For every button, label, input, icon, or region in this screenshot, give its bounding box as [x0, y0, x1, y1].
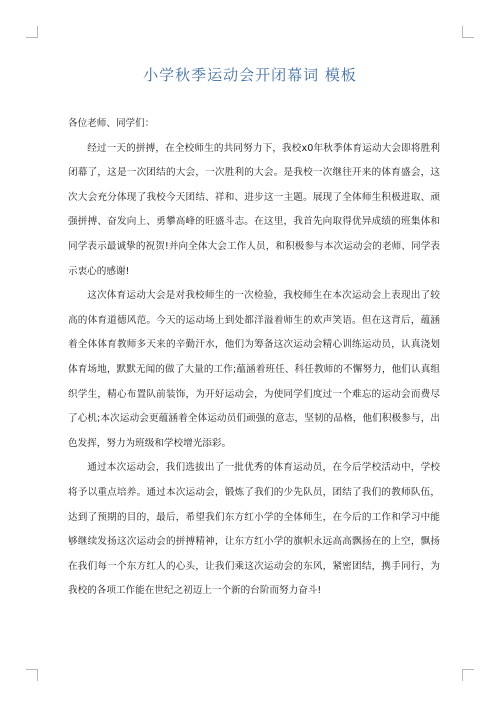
crop-mark-bottom-right [462, 669, 474, 681]
paragraph-2: 这次体育运动大会是对我校师生的一次检验，我校师生在本次运动会上表现出了较高的体育道德风范。今天的运动场上到处都洋溢着师生的欢声笑语。但在这背后，蕴涵着全体体育教师多天来的辛勤汗水，他们为筹备这次运动会精心训练运动员，认真浇划体育场地，默默无闻的做了大量的工作;蕴涵着班任、科任教师的不懈努力，他们认真组织学生，精心布置队前装饰，为开好运动会，为使同学们度过一个难忘的运动会而费尽了心机;本次运动会更蕴涵着全体运动员们顽强的意志，坚韧的品格，他们积极参与，出色发挥，努力为班级和学校增光添彩。 [68, 290, 440, 449]
crop-mark-top-left [26, 26, 38, 38]
crop-mark-top-right [462, 26, 474, 38]
salutation: 各位老师、同学们： [68, 118, 155, 129]
paragraph-3: 通过本次运动会，我们选拔出了一批优秀的体育运动员，在今后学校活动中，学校将予以重点培养。通过本次运动会，锻炼了我们的少先队员，团结了我们的教师队伍，达到了预期的目的，最后，希望我们东方红小学的全体师生，在今后的工作和学习中能够继续发扬这次运动会的拼搏精神，让东方红小学的旗帜永远高高飘扬在的上空，飘扬在我们每一个东方红人的心头，让我们乘这次运动会的东风，紧密团结，携手同行，为我校的各项工作能在世纪之初迈上一个新的台阶而努力奋斗! [68, 462, 440, 597]
document-title: 小学秋季运动会开闭幕词 模板 [143, 66, 357, 84]
crop-mark-bottom-left [26, 669, 38, 681]
paragraph-1: 经过一天的拼搏，在全校师生的共同努力下，我校x0年秋季体育运动大会即将胜利闭幕了，这是一次团结的大会，一次胜利的大会。是我校一次继往开来的体育盛会，这次大会充分体现了我校今天团结、祥和、进步这一主题。展现了全体师生积极进取、顽强拼搏、奋发向上、勇攀高峰的旺盛斗志。在这里，我首先向取得优异成绩的班集体和同学表示最诚挚的祝贺!并向全体大会工作人员，和积极参与本次运动会的老师、同学表示衷心的感谢! [68, 142, 440, 277]
document-body [68, 112, 440, 604]
